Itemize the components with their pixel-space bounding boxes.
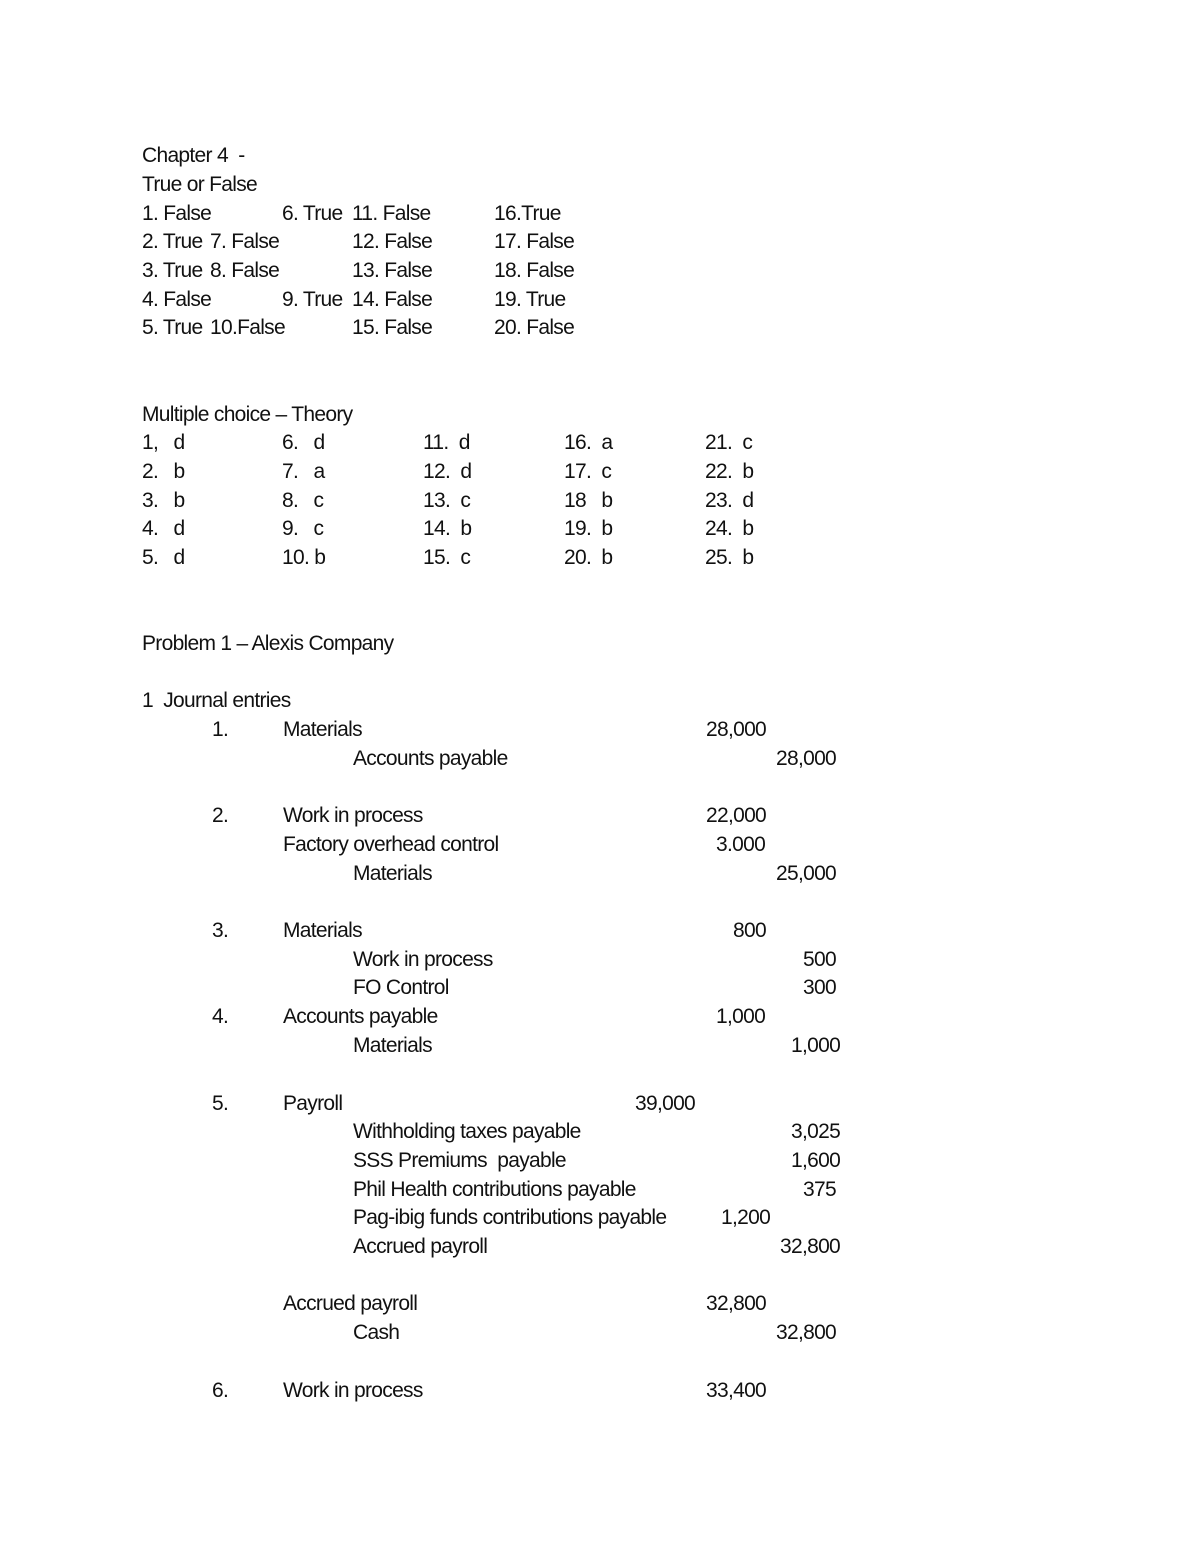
mc-answer: 2. b bbox=[142, 460, 185, 483]
credit-amount: 1,600 bbox=[791, 1149, 841, 1172]
mc-answer: 18 b bbox=[564, 489, 613, 512]
credit-amount: 500 bbox=[803, 948, 836, 971]
mc-answer: 10. b bbox=[282, 546, 326, 569]
tf-answer: 5. True bbox=[142, 316, 203, 339]
tf-answer: 10.False bbox=[210, 316, 285, 339]
tf-answer: 8. False bbox=[210, 259, 280, 282]
mc-answer: 21. c bbox=[705, 431, 753, 454]
mc-answer: 5. d bbox=[142, 546, 185, 569]
credit-account: Phil Health contributions payable bbox=[353, 1178, 636, 1201]
mc-answer: 15. c bbox=[423, 546, 471, 569]
credit-amount: 300 bbox=[803, 976, 836, 999]
mc-answer: 25. b bbox=[705, 546, 754, 569]
credit-account: Work in process bbox=[353, 948, 493, 971]
mc-answer: 14. b bbox=[423, 517, 472, 540]
credit-account: FO Control bbox=[353, 976, 449, 999]
tf-answer: 11. False bbox=[352, 202, 431, 225]
credit-amount: 32,800 bbox=[776, 1321, 837, 1344]
mc-answer: 24. b bbox=[705, 517, 754, 540]
mc-answer: 7. a bbox=[282, 460, 325, 483]
credit-amount: 375 bbox=[803, 1178, 836, 1201]
debit-amount: 39,000 bbox=[635, 1092, 696, 1115]
tf-answer: 6. True bbox=[282, 202, 343, 225]
debit-account: Work in process bbox=[283, 1379, 423, 1402]
tf-answer: 4. False bbox=[142, 288, 212, 311]
debit-account: Payroll bbox=[283, 1092, 343, 1115]
tf-answer: 15. False bbox=[352, 316, 433, 339]
entry-number: 3. bbox=[212, 919, 229, 942]
tf-answer: 12. False bbox=[352, 230, 433, 253]
mc-answer: 6. d bbox=[282, 431, 325, 454]
tf-answer: 18. False bbox=[494, 259, 575, 282]
debit-amount: 800 bbox=[733, 919, 766, 942]
credit-amount: 32,800 bbox=[780, 1235, 841, 1258]
credit-account: Withholding taxes payable bbox=[353, 1120, 581, 1143]
problem-heading: Problem 1 – Alexis Company bbox=[142, 632, 394, 655]
debit-account: Accounts payable bbox=[283, 1005, 438, 1028]
mc-answer: 13. c bbox=[423, 489, 471, 512]
true-false-heading: True or False bbox=[142, 173, 257, 196]
mc-answer: 17. c bbox=[564, 460, 612, 483]
tf-answer: 3. True bbox=[142, 259, 203, 282]
entry-number: 5. bbox=[212, 1092, 229, 1115]
journal-entries-heading: 1 Journal entries bbox=[142, 689, 291, 712]
credit-account: Materials bbox=[353, 862, 432, 885]
tf-answer: 13. False bbox=[352, 259, 433, 282]
entry-number: 6. bbox=[212, 1379, 229, 1402]
credit-account: SSS Premiums payable bbox=[353, 1149, 566, 1172]
tf-answer: 14. False bbox=[352, 288, 433, 311]
debit-amount: 32,800 bbox=[706, 1292, 767, 1315]
credit-amount: 1,000 bbox=[791, 1034, 841, 1057]
mc-answer: 11. d bbox=[423, 431, 470, 454]
credit-amount: 1,200 bbox=[721, 1206, 771, 1229]
tf-answer: 19. True bbox=[494, 288, 566, 311]
credit-account: Accrued payroll bbox=[353, 1235, 488, 1258]
debit-amount: 3.000 bbox=[716, 833, 766, 856]
tf-answer: 7. False bbox=[210, 230, 280, 253]
tf-answer: 17. False bbox=[494, 230, 575, 253]
mc-answer: 19. b bbox=[564, 517, 613, 540]
mc-answer: 20. b bbox=[564, 546, 613, 569]
debit-amount: 22,000 bbox=[706, 804, 767, 827]
mc-answer: 4. d bbox=[142, 517, 185, 540]
credit-amount: 25,000 bbox=[776, 862, 837, 885]
tf-answer: 16.True bbox=[494, 202, 561, 225]
debit-amount: 28,000 bbox=[706, 718, 767, 741]
debit-amount: 33,400 bbox=[706, 1379, 767, 1402]
mc-answer: 9. c bbox=[282, 517, 324, 540]
tf-answer: 1. False bbox=[142, 202, 212, 225]
entry-number: 4. bbox=[212, 1005, 229, 1028]
mc-answer: 8. c bbox=[282, 489, 324, 512]
credit-amount: 3,025 bbox=[791, 1120, 841, 1143]
entry-number: 2. bbox=[212, 804, 229, 827]
mc-answer: 12. d bbox=[423, 460, 472, 483]
mc-answer: 22. b bbox=[705, 460, 754, 483]
credit-account: Cash bbox=[353, 1321, 400, 1344]
multiple-choice-heading: Multiple choice – Theory bbox=[142, 403, 353, 426]
debit-account: Materials bbox=[283, 919, 362, 942]
debit-account: Factory overhead control bbox=[283, 833, 499, 856]
credit-account: Materials bbox=[353, 1034, 432, 1057]
credit-amount: 28,000 bbox=[776, 747, 837, 770]
entry-number: 1. bbox=[212, 718, 229, 741]
mc-answer: 3. b bbox=[142, 489, 185, 512]
mc-answer: 23. d bbox=[705, 489, 754, 512]
mc-answer: 1, d bbox=[142, 431, 185, 454]
debit-account: Work in process bbox=[283, 804, 423, 827]
credit-account: Accounts payable bbox=[353, 747, 508, 770]
tf-answer: 2. True bbox=[142, 230, 203, 253]
tf-answer: 9. True bbox=[282, 288, 343, 311]
credit-account: Pag-ibig funds contributions payable bbox=[353, 1206, 667, 1229]
debit-amount: 1,000 bbox=[716, 1005, 766, 1028]
debit-account: Accrued payroll bbox=[283, 1292, 418, 1315]
tf-answer: 20. False bbox=[494, 316, 575, 339]
mc-answer: 16. a bbox=[564, 431, 613, 454]
chapter-heading: Chapter 4 - bbox=[142, 144, 245, 167]
debit-account: Materials bbox=[283, 718, 362, 741]
